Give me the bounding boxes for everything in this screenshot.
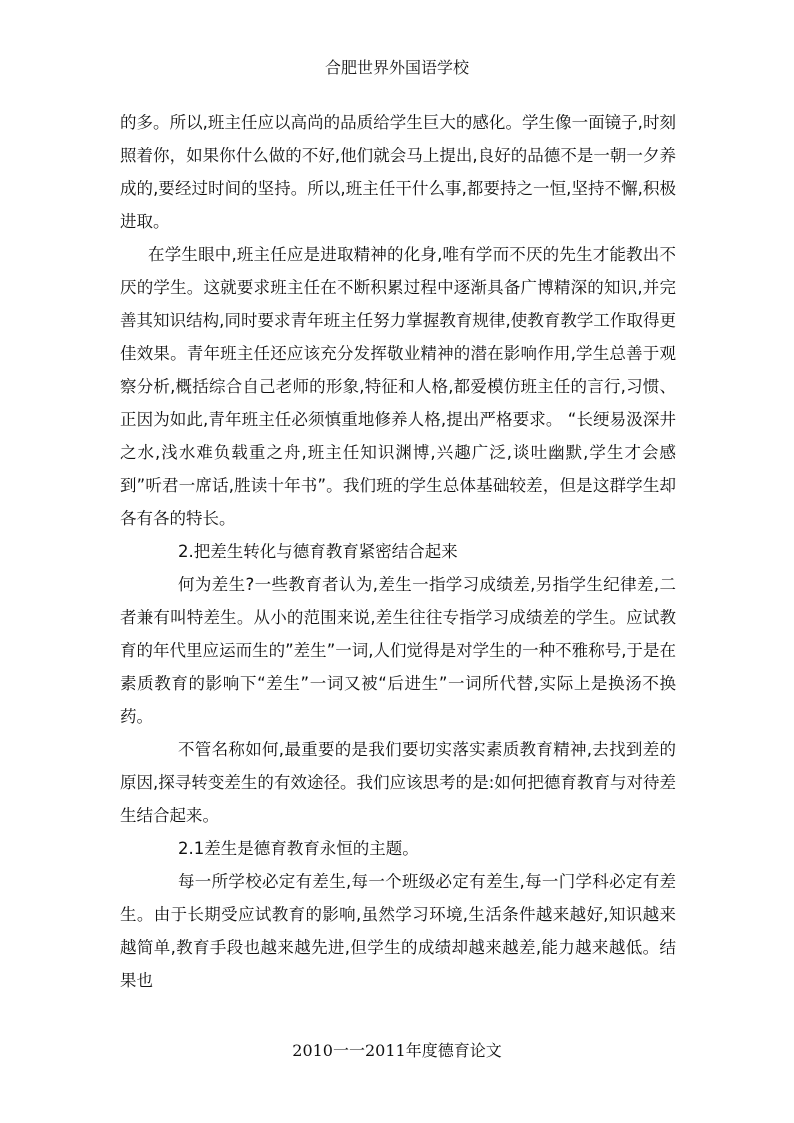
page-footer: 2010一一2011年度德育论文 [292, 1041, 502, 1060]
paragraph-implementation: 不管名称如何,最重要的是我们要切实落实素质教育精神,去找到差的原因,探寻转变差生的有效途径。我们应该思考的是:如何把德育教育与对待差生结合起来。 [120, 740, 676, 825]
section-heading-2: 2.把差生转化与德育教育紧密结合起来 [178, 542, 458, 561]
paragraph-every-school: 每一所学校必定有差生,每一个班级必定有差生,每一门学科必定有差生。由于长期受应试教育的影响,虽然学习环境,生活条件越来越好,知识越来越简单,教育手段也越来越先进,但学生的成绩却越来越差,能力越来越低。结果也 [120, 872, 676, 990]
paragraph-teacher-role: 在学生眼中,班主任应是进取精神的化身,唯有学而不厌的先生才能教出不厌的学生。这就要求班主任在不断积累过程中逐渐具备广博精深的知识,并完善其知识结构,同时要求青年班主任努力掌握教育规律,使教育教学工作取得更佳效果。青年班主任还应该充分发挥敬业精神的潜在影响作用,学生总善于观察分析,概括综合自己老师的形象,特征和人格,都爱模仿班主任的言行,习惯、正因为如此,青年班主任必须慎重地修养人格,提出严格要求。 “长绠易汲深井之水,浅水难负载重之舟,班主任知识渊博,兴趣广泛,谈吐幽默,学生才会感到”听君一席话,胜读十年书”。我们班的学生总体基础较差，但是这群学生却各有各的特长。 [120, 245, 676, 528]
page-header: 合肥世界外国语学校 [324, 58, 469, 77]
paragraph-continuation: 的多。所以,班主任应以高尚的品质给学生巨大的感化。学生像一面镜子,时刻照着你，如果你什么做的不好,他们就会马上提出,良好的品德不是一朝一夕养成的,要经过时间的坚持。所以,班主任干什么事,都要持之一恒,坚持不懈,积极进取。 [120, 113, 676, 231]
section-heading-2-1: 2.1差生是德育教育永恒的主题。 [178, 839, 419, 858]
document-body [120, 106, 676, 997]
paragraph-definition: 何为差生?一些教育者认为,差生一指学习成绩差,另指学生纪律差,二者兼有叫特差生。从小的范围来说,差生往往专指学习成绩差的学生。应试教育的年代里应运而生的”差生”一词,人们觉得是对学生的一种不雅称号,于是在素质教育的影响下“差生”一词又被“后进生”一词所代替,实际上是换汤不换药。 [120, 575, 676, 726]
